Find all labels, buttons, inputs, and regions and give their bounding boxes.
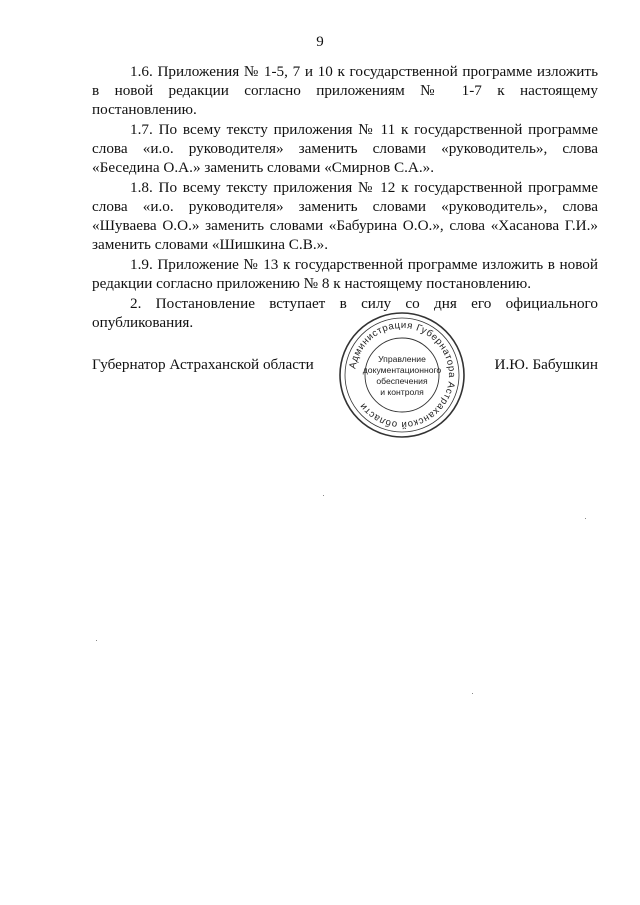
scan-speck bbox=[472, 693, 473, 694]
stamp-ring-text: Администрация Губернатора Астраханской области bbox=[347, 319, 458, 431]
signer-position: Губернатор Астраханской области bbox=[92, 356, 314, 373]
scan-speck bbox=[96, 640, 97, 641]
paragraph-1-6: 1.6. Приложения № 1-5, 7 и 10 к государственной программе изложить в новой редакции согласно приложениям № 1-7 к настоящему постановлению. bbox=[92, 63, 598, 118]
stamp-center-text bbox=[337, 354, 467, 398]
official-stamp bbox=[337, 310, 467, 440]
stamp-center-line-4: и контроля bbox=[380, 387, 424, 397]
scan-speck bbox=[585, 518, 586, 519]
scan-speck bbox=[323, 495, 324, 496]
stamp-center-line-2: документационного bbox=[362, 365, 442, 375]
paragraph-1-9: 1.9. Приложение № 13 к государственной программе изложить в новой редакции согласно приложению № 8 к настоящему постановлению. bbox=[92, 256, 598, 292]
stamp-center-line-3: обеспечения bbox=[376, 376, 428, 386]
page-number: 9 bbox=[316, 34, 324, 50]
signer-name: И.Ю. Бабушкин bbox=[494, 356, 598, 373]
paragraph-1-8: 1.8. По всему тексту приложения № 12 к государственной программе слова «и.о. руководителя» заменить словами «руководитель», слова «Шуваева О.О.» заменить словами «Бабурина О.О.», слова «Хасанова Г.И.» заменить словами «Шишкина С.В.». bbox=[92, 179, 598, 253]
stamp-center-line-1: Управление bbox=[378, 354, 426, 364]
paragraph-1-7: 1.7. По всему тексту приложения № 11 к государственной программе слова «и.о. руководителя» заменить словами «руководитель», слова «Беседина О.А.» заменить словами «Смирнов С.А.». bbox=[92, 121, 598, 176]
paragraph-2: 2. Постановление вступает в силу со дня его официального опубликования. bbox=[92, 295, 598, 331]
document-body bbox=[92, 62, 598, 333]
